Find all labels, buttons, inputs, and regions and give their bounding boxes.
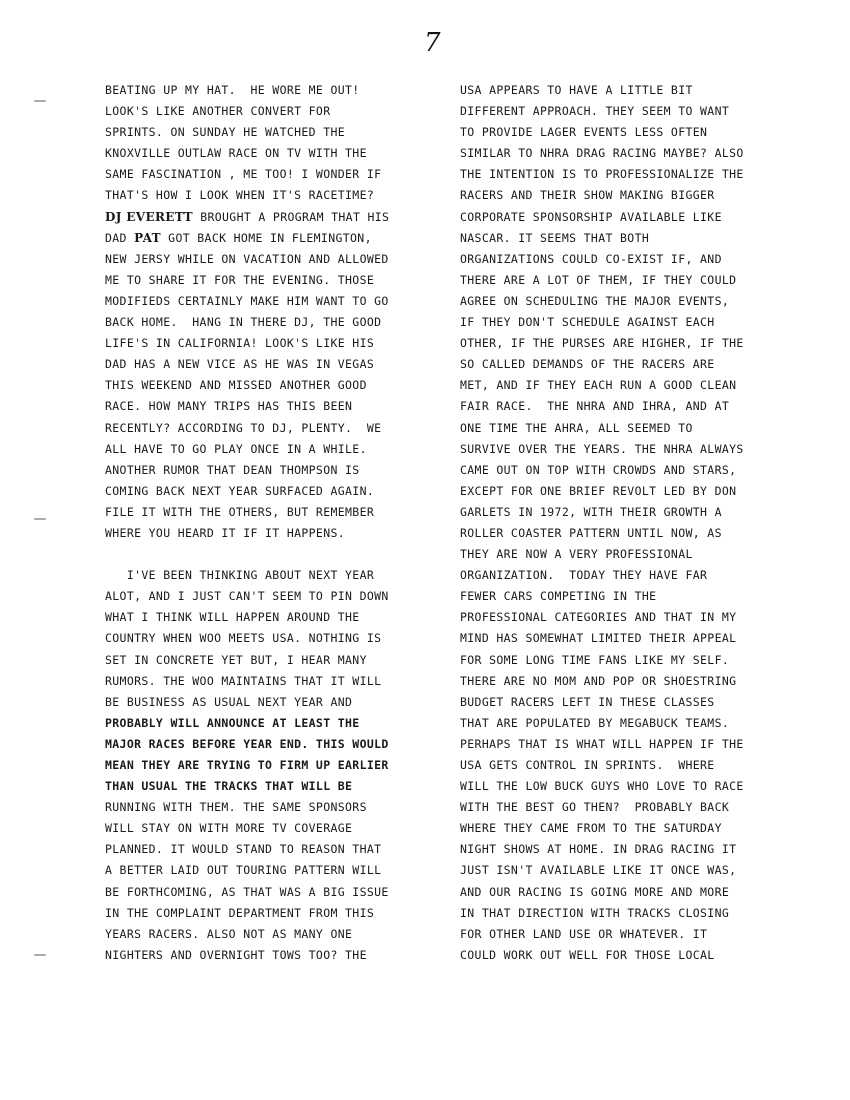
text-line: WITH THE BEST GO THEN? PROBABLY BACK [460, 800, 730, 815]
text-line: I'VE BEEN THINKING ABOUT NEXT YEAR [105, 568, 375, 583]
text-line [105, 228, 450, 249]
text-line: SIMILAR TO NHRA DRAG RACING MAYBE? ALSO [460, 146, 744, 161]
text-line: FILE IT WITH THE OTHERS, BUT REMEMBER [105, 504, 375, 519]
text-line: THAT ARE POPULATED BY MEGABUCK TEAMS. [460, 715, 730, 730]
text-line: ORGANIZATIONS COULD CO-EXIST IF, AND [460, 251, 722, 266]
text-line: LIFE'S IN CALIFORNIA! LOOK'S LIKE HIS [105, 336, 375, 351]
text-line [105, 207, 450, 228]
text-line: AND OUR RACING IS GOING MORE AND MORE [460, 884, 730, 899]
text-line: RECENTLY? ACCORDING TO DJ, PLENTY. WE [105, 420, 382, 435]
text-line: PROFESSIONAL CATEGORIES AND THAT IN MY [460, 610, 737, 625]
text-line: COULD WORK OUT WELL FOR THOSE LOCAL [460, 947, 715, 962]
text-line: BACK HOME. HANG IN THERE DJ, THE GOOD [105, 315, 382, 330]
text-line: MAJOR RACES BEFORE YEAR END. THIS WOULD [105, 736, 389, 751]
page-number: 7 [424, 28, 441, 58]
text-line: FEWER CARS COMPETING IN THE [460, 589, 657, 604]
text-line: ONE TIME THE AHRA, ALL SEEMED TO [460, 420, 693, 435]
pat-name: PAT [134, 230, 161, 245]
text-line: DAD HAS A NEW VICE AS HE WAS IN VEGAS [105, 357, 375, 372]
text-line: LOOK'S LIKE ANOTHER CONVERT FOR [105, 104, 331, 119]
text-line: RACE. HOW MANY TRIPS HAS THIS BEEN [105, 399, 353, 414]
text-line: THAN USUAL THE TRACKS THAT WILL BE [105, 779, 353, 794]
text-line: WHAT I THINK WILL HAPPEN AROUND THE [105, 610, 360, 625]
text-line: WHERE THEY CAME FROM TO THE SATURDAY [460, 821, 722, 836]
text-line: DIFFERENT APPROACH. THEY SEEM TO WANT [460, 104, 730, 119]
text-line: SET IN CONCRETE YET BUT, I HEAR MANY [105, 652, 367, 667]
text-line: THIS WEEKEND AND MISSED ANOTHER GOOD [105, 378, 367, 393]
paragraph-gap [105, 544, 450, 565]
text-line: EXCEPT FOR ONE BRIEF REVOLT LED BY DON [460, 483, 737, 498]
text-line: NIGHTERS AND OVERNIGHT TOWS TOO? THE [105, 947, 367, 962]
text-line: WILL THE LOW BUCK GUYS WHO LOVE TO RACE [460, 779, 744, 794]
text-line: ALOT, AND I JUST CAN'T SEEM TO PIN DOWN [105, 589, 389, 604]
text-line: CAME OUT ON TOP WITH CROWDS AND STARS, [460, 462, 737, 477]
left-column [105, 80, 450, 966]
right-column [460, 80, 780, 966]
text-line: PLANNED. IT WOULD STAND TO REASON THAT [105, 842, 382, 857]
text-line: YEARS RACERS. ALSO NOT AS MANY ONE [105, 926, 353, 941]
margin-mark [34, 100, 46, 102]
text-line: RACERS AND THEIR SHOW MAKING BIGGER [460, 188, 715, 203]
margin-mark [34, 954, 46, 956]
text-line: PROBABLY WILL ANNOUNCE AT LEAST THE [105, 715, 360, 730]
text-line: IN THE COMPLAINT DEPARTMENT FROM THIS [105, 905, 375, 920]
text-line: BUDGET RACERS LEFT IN THESE CLASSES [460, 694, 715, 709]
text-line: CORPORATE SPONSORSHIP AVAILABLE LIKE [460, 209, 722, 224]
text-line: FOR OTHER LAND USE OR WHATEVER. IT [460, 926, 708, 941]
text-line: AGREE ON SCHEDULING THE MAJOR EVENTS, [460, 293, 730, 308]
dj-everett-name: DJ EVERETT [105, 209, 193, 224]
text-line: MET, AND IF THEY EACH RUN A GOOD CLEAN [460, 378, 737, 393]
text-line: MEAN THEY ARE TRYING TO FIRM UP EARLIER [105, 758, 389, 772]
text-line: RUNNING WITH THEM. THE SAME SPONSORS [105, 800, 367, 815]
text-line: ROLLER COASTER PATTERN UNTIL NOW, AS [460, 525, 722, 540]
text-line: MODIFIEDS CERTAINLY MAKE HIM WANT TO GO [105, 293, 389, 308]
text-fragment: BROUGHT A PROGRAM THAT HIS [192, 209, 390, 224]
text-line: TO PROVIDE LAGER EVENTS LESS OFTEN [460, 125, 708, 140]
text-line: THAT'S HOW I LOOK WHEN IT'S RACETIME? [105, 188, 375, 203]
text-line: THEY ARE NOW A VERY PROFESSIONAL [460, 547, 693, 562]
text-fragment: DAD [105, 230, 135, 245]
text-line: FAIR RACE. THE NHRA AND IHRA, AND AT [460, 399, 730, 414]
text-line: JUST ISN'T AVAILABLE LIKE IT ONCE WAS, [460, 863, 737, 878]
text-line: IF THEY DON'T SCHEDULE AGAINST EACH [460, 315, 715, 330]
text-line: NASCAR. IT SEEMS THAT BOTH [460, 230, 650, 245]
text-line: USA APPEARS TO HAVE A LITTLE BIT [460, 83, 693, 97]
text-line: PERHAPS THAT IS WHAT WILL HAPPEN IF THE [460, 736, 744, 751]
text-line: GARLETS IN 1972, WITH THEIR GROWTH A [460, 504, 722, 519]
text-line: KNOXVILLE OUTLAW RACE ON TV WITH THE [105, 146, 367, 161]
text-line: OTHER, IF THE PURSES ARE HIGHER, IF THE [460, 336, 744, 351]
text-line: RUMORS. THE WOO MAINTAINS THAT IT WILL [105, 673, 382, 688]
text-line: ORGANIZATION. TODAY THEY HAVE FAR [460, 568, 708, 583]
text-line: COUNTRY WHEN WOO MEETS USA. NOTHING IS [105, 631, 382, 646]
text-line: ANOTHER RUMOR THAT DEAN THOMPSON IS [105, 462, 360, 477]
text-line: USA GETS CONTROL IN SPRINTS. WHERE [460, 758, 715, 772]
text-line: SURVIVE OVER THE YEARS. THE NHRA ALWAYS [460, 441, 744, 456]
text-line: THE INTENTION IS TO PROFESSIONALIZE THE [460, 167, 744, 182]
text-line: FOR SOME LONG TIME FANS LIKE MY SELF. [460, 652, 730, 667]
text-line: ME TO SHARE IT FOR THE EVENING. THOSE [105, 272, 375, 287]
text-line: A BETTER LAID OUT TOURING PATTERN WILL [105, 863, 382, 878]
text-line: ALL HAVE TO GO PLAY ONCE IN A WHILE. [105, 441, 367, 456]
text-line: MIND HAS SOMEWHAT LIMITED THEIR APPEAL [460, 631, 737, 646]
text-line: BEATING UP MY HAT. HE WORE ME OUT! [105, 83, 360, 97]
text-line: WHERE YOU HEARD IT IF IT HAPPENS. [105, 525, 346, 540]
text-line: THERE ARE A LOT OF THEM, IF THEY COULD [460, 272, 737, 287]
text-line: NIGHT SHOWS AT HOME. IN DRAG RACING IT [460, 842, 737, 857]
text-line: BE BUSINESS AS USUAL NEXT YEAR AND [105, 694, 353, 709]
margin-mark [34, 518, 46, 520]
text-line: IN THAT DIRECTION WITH TRACKS CLOSING [460, 905, 730, 920]
text-line: SPRINTS. ON SUNDAY HE WATCHED THE [105, 125, 346, 140]
text-line: WILL STAY ON WITH MORE TV COVERAGE [105, 821, 353, 836]
text-line: COMING BACK NEXT YEAR SURFACED AGAIN. [105, 483, 375, 498]
text-line: SAME FASCINATION , ME TOO! I WONDER IF [105, 167, 382, 182]
text-line: BE FORTHCOMING, AS THAT WAS A BIG ISSUE [105, 884, 389, 899]
text-line: THERE ARE NO MOM AND POP OR SHOESTRING [460, 673, 737, 688]
text-line: SO CALLED DEMANDS OF THE RACERS ARE [460, 357, 715, 372]
text-fragment: GOT BACK HOME IN FLEMINGTON, [160, 230, 372, 245]
text-line: NEW JERSY WHILE ON VACATION AND ALLOWED [105, 251, 389, 266]
